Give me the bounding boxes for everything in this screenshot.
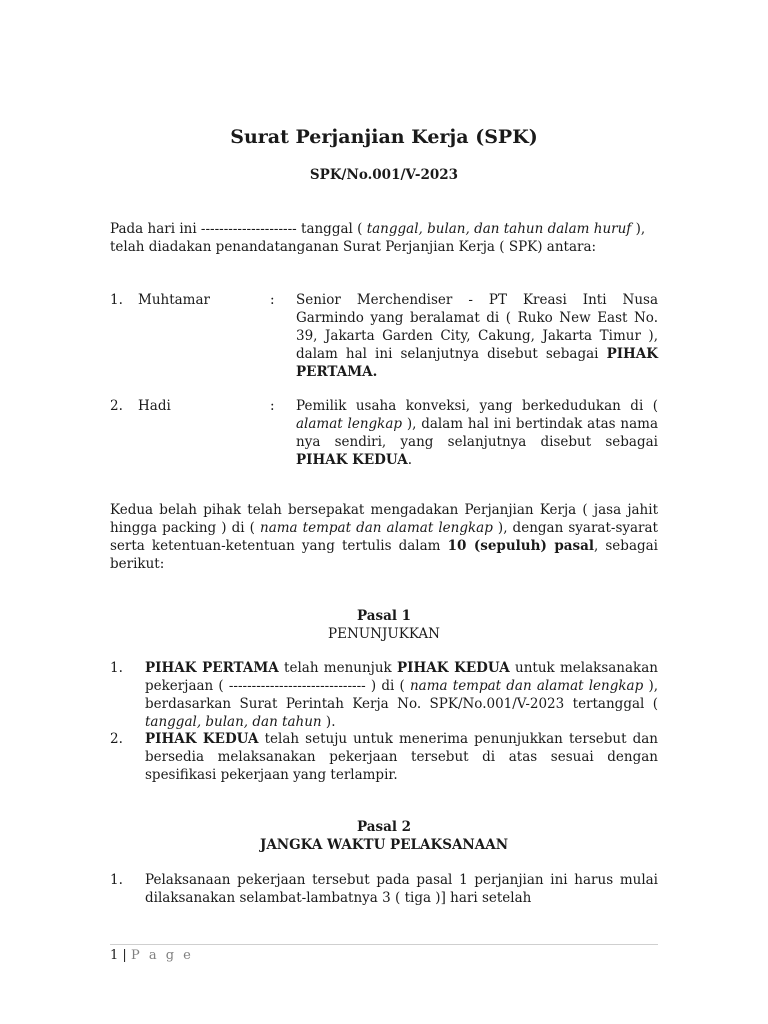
party-desc-end: . [407,452,412,468]
pasal-2-heading [0,818,768,854]
agreement-text-b: ), dengan syarat-syarat serta ketentuan-ketentuan yang tertulis dalam [110,520,658,554]
item-text-a: telah menunjuk [278,660,398,676]
party-number: 2. [110,398,123,414]
pasal-name: JANGKA WAKTU PELAKSANAAN [259,837,509,853]
party-colon: : [270,398,275,414]
party-desc-text-a: Pemilik usaha konveksi, yang berkedudukan di ( [296,398,658,414]
item-text-b: untuk melaksanakan pekerjaan ( ------------------------------ ) di ( [145,660,658,694]
document-title: Surat Perjanjian Kerja (SPK) [230,126,538,148]
page-label: P a g e [130,948,194,963]
intro-text-b: telah diadakan penandatanganan Surat Perjanjian Kerja ( SPK) antara: [110,239,597,255]
party-number: 1. [110,292,123,308]
item-text-c: ), berdasarkan Surat Perintah Kerja No. SPK/No.001/V-2023 tertanggal ( [145,678,659,712]
pasal-1-item-2 [110,730,658,784]
party-2 [110,397,658,469]
intro-text-end: ), [635,221,646,237]
item-bold-a: PIHAK KEDUA [145,731,259,747]
agreement-paragraph [110,501,658,573]
page-number: 1 [110,948,119,963]
footer-divider [110,944,658,945]
agreement-text-c: , sebagai berikut: [110,538,658,572]
agreement-bold: 10 (sepuluh) pasal [447,538,594,554]
item-text-d: ). [325,714,336,730]
party-colon: : [270,292,275,308]
item-text [145,730,658,784]
item-number: 2. [110,731,123,747]
item-number: 1. [110,872,123,888]
item-bold-a: PIHAK PERTAMA [145,660,279,676]
item-bold-b: PIHAK KEDUA [397,660,510,676]
item-italic-b: tanggal, bulan, dan tahun [145,714,322,730]
item-number: 1. [110,660,123,676]
agreement-text-a: Kedua belah pihak telah bersepakat mengadakan Perjanjian Kerja ( jasa jahit hingga packing ) di ( [110,502,658,536]
item-italic-a: nama tempat dan alamat lengkap [409,678,644,694]
document-number: SPK/No.001/V-2023 [309,167,459,183]
pasal-label: Pasal 1 [356,608,412,624]
intro-text-a: Pada hari ini --------------------- tanggal ( [110,221,363,237]
item-text: Pelaksanaan pekerjaan tersebut pada pasal 1 perjanjian ini harus mulai dilaksanakan selambat-lambatnya 3 ( tiga )] hari setelah [145,872,658,906]
agreement-italic: nama tempat dan alamat lengkap [260,520,493,536]
party-description [296,291,658,381]
page-footer [110,947,193,965]
party-name: Hadi [138,398,171,414]
party-role: PIHAK KEDUA [296,452,408,468]
item-text-a: telah setuju untuk menerima penunjukkan tersebut dan bersedia melaksanakan pekerjaan tersebut di atas sesuai dengan spesifikasi pekerjaan yang terlampir. [145,731,658,783]
party-role: PIHAK PERTAMA. [296,346,658,380]
party-desc-italic: alamat lengkap [296,416,403,432]
party-desc-text: Senior Merchendiser - PT Kreasi Inti Nusa Garmindo yang beralamat di ( Ruko New East No. 39, Jakarta Garden City, Cakung, Jakarta Timur ), dalam hal ini selanjutnya disebut sebagai [296,292,658,362]
pasal-name: PENUNJUKKAN [328,626,440,642]
party-description [296,397,658,469]
pasal-1-heading [0,607,768,643]
party-name: Muhtamar [138,292,210,308]
pasal-label: Pasal 2 [356,819,412,835]
item-text [145,659,658,731]
footer-separator: | [122,948,127,963]
party-1 [110,291,658,381]
intro-paragraph [110,220,658,256]
pasal-1-item-1 [110,659,658,731]
pasal-2-item-1 [110,871,658,907]
party-desc-text-b: ), dalam hal ini bertindak atas nama nya sendiri, yang selanjutnya disebut sebagai [296,416,659,450]
intro-italic: tanggal, bulan, dan tahun dalam huruf [366,221,632,237]
